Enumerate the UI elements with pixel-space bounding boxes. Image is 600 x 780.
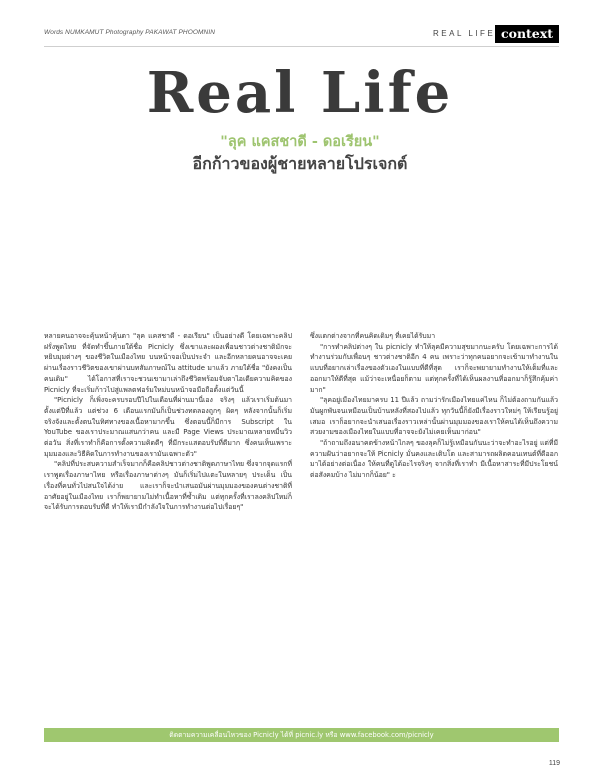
article-paragraph: "ถ้าถามถึงอนาคตข้างหน้าไกลๆ ของลุคก็ไม่รู้เหมือนกันนะว่าจะทำอะไรอยู่ แต่ที่มีความฝันว่าอยากจะให้ Picnicly มั่นคงและเติบโต และสามารถผลิตคอนเทนต์ที่ดีออกมาได้อย่างต่อเนื่อง ให้คนที่ดูได้อะไรจริงๆ จากสิ่งที่เราทำ มีเนื้อหาสาระที่มีประโยชน์ต่อสังคมบ้าง ไม่มากก็น้อย" ะ (310, 439, 558, 480)
article-paragraph: "คลิปที่ประสบความสำเร็จมากก็คือคลิปชาวต่างชาติพูดภาษาไทย ซึ่งจากจุดแรกที่เราพูดเรื่องภาษาไทย หรือเรื่องภาษาต่างๆ มันก็เริ่มไปแตะในหลายๆ ประเด็น เป็นเรื่องที่คนทั่วไปสนใจได้ง่าย และเราก็จะนำเสนอมันผ่านมุมมองของคนต่างชาติที่อาศัยอยู่ในเมืองไทย เราก็พยายามไม่ทำเนื้อหาที่ซ้ำเดิม แต่ทุกครั้งที่เราลงคลิปใหม่ก็จะได้รับการตอบรับที่ดี ทำให้เรามีกำลังใจในการทำงานต่อไปเรื่อยๆ" (44, 460, 292, 512)
subject-name: "ลุค แคสชาดี - ดอเรียน" (220, 134, 380, 150)
article-paragraph: "Picnicly ก็เพิ่งจะครบรอบปีไปในเดือนที่ผ่านมานี่เอง จริงๆ แล้วเราเริ่มต้นมาตั้งแต่ปีที่แล้ว แต่ช่วง 6 เดือนแรกมันก็เป็นช่วงทดลองถูกๆ ผิดๆ หลังจากนั้นก็เริ่มจริงจังและตั้งตนในทิศทางของเนื้อหามากขึ้น ซึ่งตอนนี้ก็มีการ Subscript ใน YouTube ของเราประมาณแสนกว่าคน และมี Page Views ประมาณหลายหมื่นวิวต่อวัน สิ่งที่เราทำก็คือการตั้งความคิดดีๆ ที่มีกระแสตอบรับที่ดีมาก ซึ่งคนเห็นเพราะมุมมองและวิธีคิดในการทำงานของเรามันเฉพาะตัว" (44, 396, 292, 458)
section-label: REAL LIFE (433, 29, 496, 38)
photo-credits: Words NUMKAMUT Photography PAKAWAT PHOOMNIN (44, 29, 216, 36)
header-divider (44, 46, 559, 47)
footer-info-bar: ติดตามความเคลื่อนไหวของ Picnicly ได้ที่ picnic.ly หรือ www.facebook.com/picnicly (44, 728, 559, 742)
article-column-right (310, 331, 558, 716)
page-headline: Real Life (146, 60, 454, 126)
article-paragraph: "ลุคอยู่เมืองไทยมาครบ 11 ปีแล้ว ถามว่ารักเมืองไทยแค่ไหน ก็ไม่ต้องถามกันแล้ว มันผูกพันจนเหมือนเป็นบ้านหลังที่สองไปแล้ว ทุกวันนี้ก็ยังมีเรื่องราวใหม่ๆ ให้เรียนรู้อยู่เสมอ เราก็อยากจะนำเสนอเรื่องราวเหล่านั้นผ่านมุมมองของเราให้คนได้เห็นถึงความสวยงามของเมืองไทยในแบบที่อาจจะยังไม่เคยเห็นมาก่อน" (310, 396, 558, 437)
context-badge: context (495, 25, 559, 43)
article-paragraph: "การทำคลิปต่างๆ ใน picnicly ทำให้ลุคมีความสุขมากนะครับ โดยเฉพาะการได้ทำงานร่วมกับเพื่อนๆ ชาวต่างชาติอีก 4 คน เพราะว่าทุกคนอยากจะเข้ามาทำงานในแบบที่อยากเล่าเรื่องของตัวเองในแบบที่ดีที่สุด เราก็จะพยายามทำงานให้เต็มที่และออกมาให้ดีที่สุด แม้ว่าจะเหนื่อยก็ตาม แต่ทุกครั้งที่ได้เห็นผลงานที่ออกมาก็รู้สึกคุ้มค่ามาก" (310, 342, 558, 394)
article-tagline: อีกก้าวของผู้ชายหลายโปรเจกต์ (192, 154, 408, 173)
article-paragraph: ซึ่งแตกต่างจากที่คนคิดเดิมๆ ที่เคยได้รับมา (310, 332, 436, 340)
article-column-left (44, 331, 292, 716)
page-number: 119 (548, 760, 560, 767)
article-paragraph: หลายคนอาจจะคุ้นหน้าคุ้นตา "ลุค แคสชาดี - ดอเรียน" เป็นอย่างดี โดยเฉพาะคลิปฝรั่งพูดไทย ที่จัดทำขึ้นภายใต้ชื่อ Picnicly ซึ่งเขาและผองเพื่อนชาวต่างชาติมักจะหยิบมุมต่างๆ ของชีวิตในเมืองไทย บนหน้าจอเป็นประจำ และอีกหลายคนอาจจะเคยผ่านเรื่องราวชีวิตของเขาผ่านบทสัมภาษณ์ใน attitude มาแล้ว ภายใต้ชื่อ "ยังคงเป็นคนเดิม" ได้โอกาสที่เราจะชวนเขามาเล่าถึงชีวิตพร้อมจับตาไอเดียความคิดของ Picnicly ที่จะเริ่มก้าวไปสู่แพลตฟอร์มใหม่บนหน้าจอมือถือตั้งแต่วันนี้ (44, 332, 292, 394)
